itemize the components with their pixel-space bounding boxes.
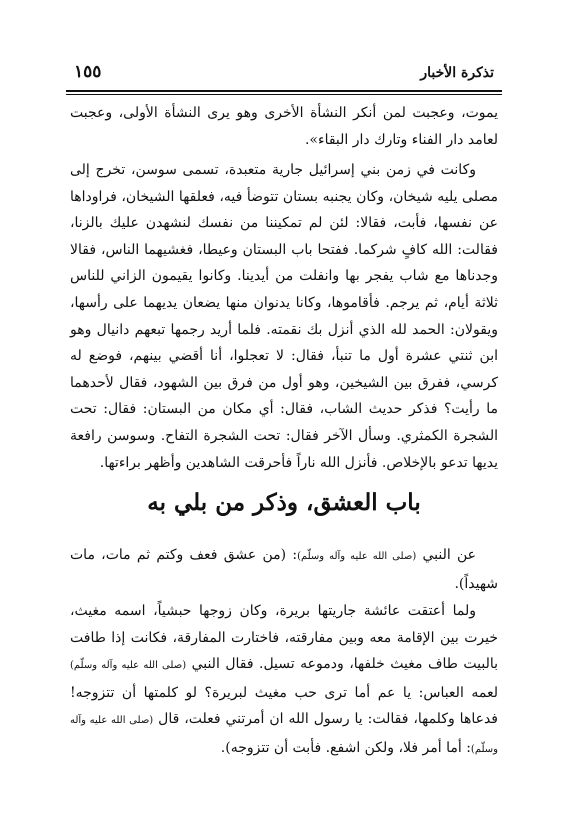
running-title: تذكرة الأخبار [420, 65, 494, 81]
salutation: (صلى الله عليه وآله وسلّم) [297, 551, 417, 562]
page-header [66, 62, 502, 88]
hadith-paragraph [70, 542, 498, 597]
salutation: (صلى الله عليه وآله وسلّم) [70, 660, 187, 672]
barira-text-1: ولما أعتقت عائشة جاريتها بريرة، وكان زوجها حبشياً، اسمه مغيث، خيرت بين الإقامة معه وبين مفارقته، فاختارت المفارقة، فكانت إذا طافت بالبيت طاف مغيث خلفها، ودموعه تسيل. فقال النبي [70, 603, 498, 673]
salutation: (صلى الله عليه وآله وسلّم) [70, 715, 498, 755]
barira-paragraph [70, 598, 498, 764]
header-rule-thick [66, 90, 502, 92]
story-paragraph: وكانت في زمن بني إسرائيل جارية متعبدة، تسمى سوسن، تخرج إلى مصلى يليه شيخان، وكان يجنبه بستان تتوضأ فيه، فعلقها الشيخان، فراوداها عن نفسها، فأبت، فقالا: لئن لم تمكيننا من نفسك لنشهدن عليك بالزنا، فقالت: الله كافٍ شركما. ففتحا باب البستان وعيطا، فغشيهما الناس، فقالا وجدناها مع شاب يفجر بها وانفلت من أيدينا. وكانوا يقيمون الزاني للناس ثلاثة أيام، ثم يرجم. فأقاموها، وكانا يدنوان منها يضعان يديهما على رأسها، ويقولان: الحمد لله الذي أنزل بك نقمته. فلما أريد رجمها تبعهم دانيال وهو ابن ثنتي عشرة أول ما تنبأ، فقال: لا تعجلوا، أنا أقضي بينهم، فوضع له كرسي، ففرق بين الشيخين، وهو أول من فرق بين الشهود، فقال لأحدهما ما رأيت؟ فذكر حديث الشاب، فقال: أي مكان من البستان: فقال: تحت الشجرة الكمثري. وسأل الآخر فقال: تحت الشجرة التفاح. وسوسن رافعة يديها تدعو بالإخلاص. فأنزل الله ناراً فأحرقت الشاهدين وأظهر براءتها. [70, 162, 498, 471]
barira-paragraph-block [70, 598, 498, 764]
header-rule-thin [66, 94, 502, 95]
barira-text-2: لعمه العباس: يا عم أما ترى حب مغيث لبريرة؟ لو كلمتها أن تتزوجه! فدعاها وكلمها، فقالت: يا رسول الله ان أمرتني فعلت، قال [70, 684, 498, 728]
barira-text-3: : أما أمر فلا، ولكن اشفع. فأبت أن تتزوجه). [220, 739, 471, 756]
hadith-intro: عن النبي [416, 547, 476, 563]
section-heading: باب العشق، وذكر من بلي به [147, 489, 421, 516]
intro-paragraph-block [70, 100, 498, 153]
hadith-paragraph-block [70, 542, 498, 597]
hadith-text: : (من عشق فعف وكتم ثم مات، مات شهيداً). [70, 547, 498, 592]
story-paragraph-block [70, 157, 498, 476]
page-number: ١٥٥ [74, 62, 102, 82]
intro-paragraph: يموت، وعجبت لمن أنكر النشأة الأخرى وهو يرى النشأة الأولى، وعجبت لعامد دار الفناء وتارك دار البقاء». [70, 105, 498, 148]
